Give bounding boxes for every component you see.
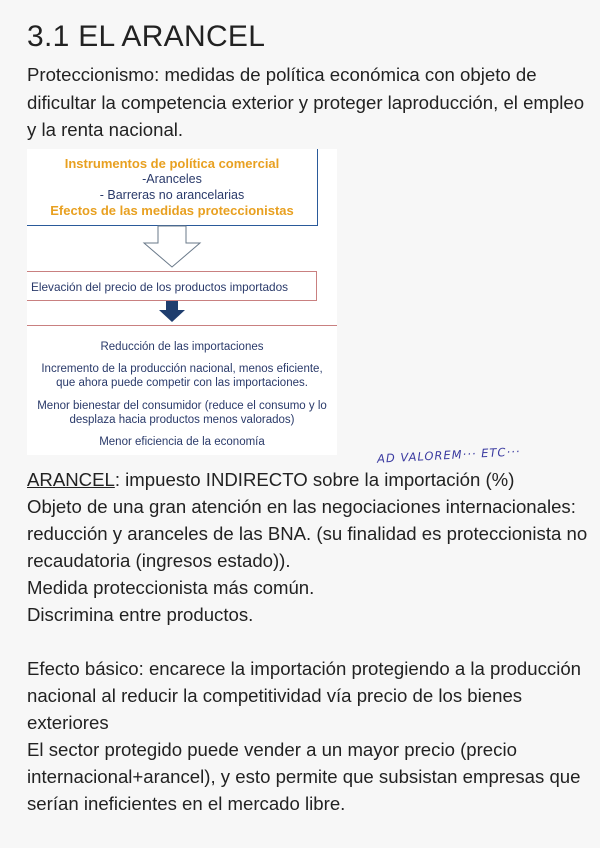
arancel-definition — [27, 466, 592, 493]
instrument-aranceles: -Aranceles — [142, 172, 202, 186]
page-title: 3.1 EL ARANCEL — [27, 20, 266, 53]
spacer — [27, 628, 592, 655]
arancel-section — [27, 466, 592, 817]
body-line: Efecto básico: encarece la importación protegiendo a la producción nacional al reducir la competitividad vía precio de los bienes exteriores — [27, 658, 582, 733]
result-item: Incremento de la producción nacional, menos eficiente, que ahora puede competir con las importaciones. — [41, 363, 323, 390]
instrument-barreras: - Barreras no arancelarias — [99, 188, 245, 202]
price-increase-box: Elevación del precio de los productos importados — [27, 271, 317, 301]
results-box — [27, 325, 337, 456]
handwritten-annotation: AD VALOREM··· ETC··· — [376, 444, 521, 466]
result-item: Menor eficiencia de la economía — [99, 436, 265, 449]
intro-paragraph: Proteccionismo: medidas de política económica con objeto de dificultar la competencia exterior y proteger laproducción, el empleo y la renta nacional. — [27, 64, 585, 140]
solid-down-arrow-icon — [158, 301, 186, 323]
arancel-term: ARANCEL — [27, 469, 115, 490]
arancel-def-text: : impuesto INDIRECTO sobre la importación (%) — [114, 469, 515, 490]
effects-heading: Efectos de las medidas proteccionistas — [50, 203, 294, 218]
instruments-box — [27, 149, 318, 226]
result-item: Menor bienestar del consumidor (reduce el consumo y lo desplaza hacia productos menos valorados) — [37, 399, 327, 426]
body-line: El sector protegido puede vender a un mayor precio (precio internacional+arancel), y esto permite que subsistan empresas que serían ineficientes en el mercado libre. — [27, 739, 581, 814]
hollow-down-arrow-icon — [142, 225, 202, 269]
body-line: Objeto de una gran atención en las negociaciones internacionales: reducción y aranceles de las BNA. (su finalidad es proteccionista no recaudatoria (ingresos estado)). — [27, 496, 588, 571]
protectionism-diagram — [27, 149, 337, 455]
instruments-heading: Instrumentos de política comercial — [64, 156, 280, 171]
body-line: Discrimina entre productos. — [27, 604, 254, 625]
result-item: Reducción de las importaciones — [100, 341, 264, 353]
body-line: Medida proteccionista más común. — [27, 577, 315, 598]
